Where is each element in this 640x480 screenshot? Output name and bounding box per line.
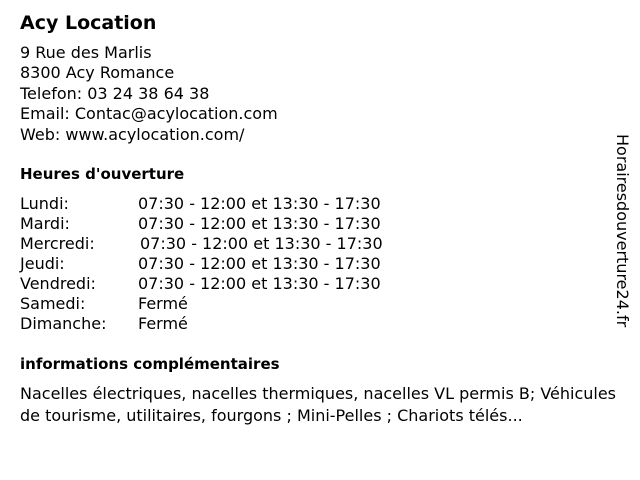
day-hours: 07:30 - 12:00 et 13:30 - 17:30: [138, 214, 381, 233]
day-hours: 07:30 - 12:00 et 13:30 - 17:30: [138, 254, 381, 273]
phone-text: Telefon: 03 24 38 64 38: [20, 83, 210, 103]
info-description: Nacelles électriques, nacelles thermiques, nacelles VL permis B; Véhicules de tourisme, utilitaires, fourgons ; Mini-Pelles ; Chariots télés...: [20, 384, 617, 425]
day-hours: 07:30 - 12:00 et 13:30 - 17:30: [138, 194, 381, 213]
contact-block: [20, 43, 278, 145]
hours-heading: Heures d'ouverture: [20, 165, 185, 183]
day-label: Vendredi:: [20, 274, 96, 293]
day-label: Samedi:: [20, 294, 86, 313]
day-label: Dimanche:: [20, 314, 107, 333]
day-label: Mercredi:: [20, 234, 95, 253]
day-hours: 07:30 - 12:00 et 13:30 - 17:30: [140, 234, 383, 253]
address-line-city: 8300 Acy Romance: [20, 63, 175, 83]
web-text: Web: www.acylocation.com/: [20, 124, 245, 144]
site-watermark: Horairesdouverture24.fr: [613, 134, 632, 328]
day-label: Mardi:: [20, 214, 70, 233]
day-hours: 07:30 - 12:00 et 13:30 - 17:30: [138, 274, 381, 293]
address-line-street: 9 Rue des Marlis: [20, 43, 152, 62]
day-hours: Fermé: [138, 314, 188, 333]
business-name: Acy Location: [20, 12, 157, 34]
info-heading: informations complémentaires: [20, 355, 280, 373]
day-label: Lundi:: [20, 194, 69, 213]
email-text: Email: Contac@acylocation.com: [20, 104, 278, 124]
day-label: Jeudi:: [20, 254, 65, 273]
day-hours: Fermé: [138, 294, 188, 313]
